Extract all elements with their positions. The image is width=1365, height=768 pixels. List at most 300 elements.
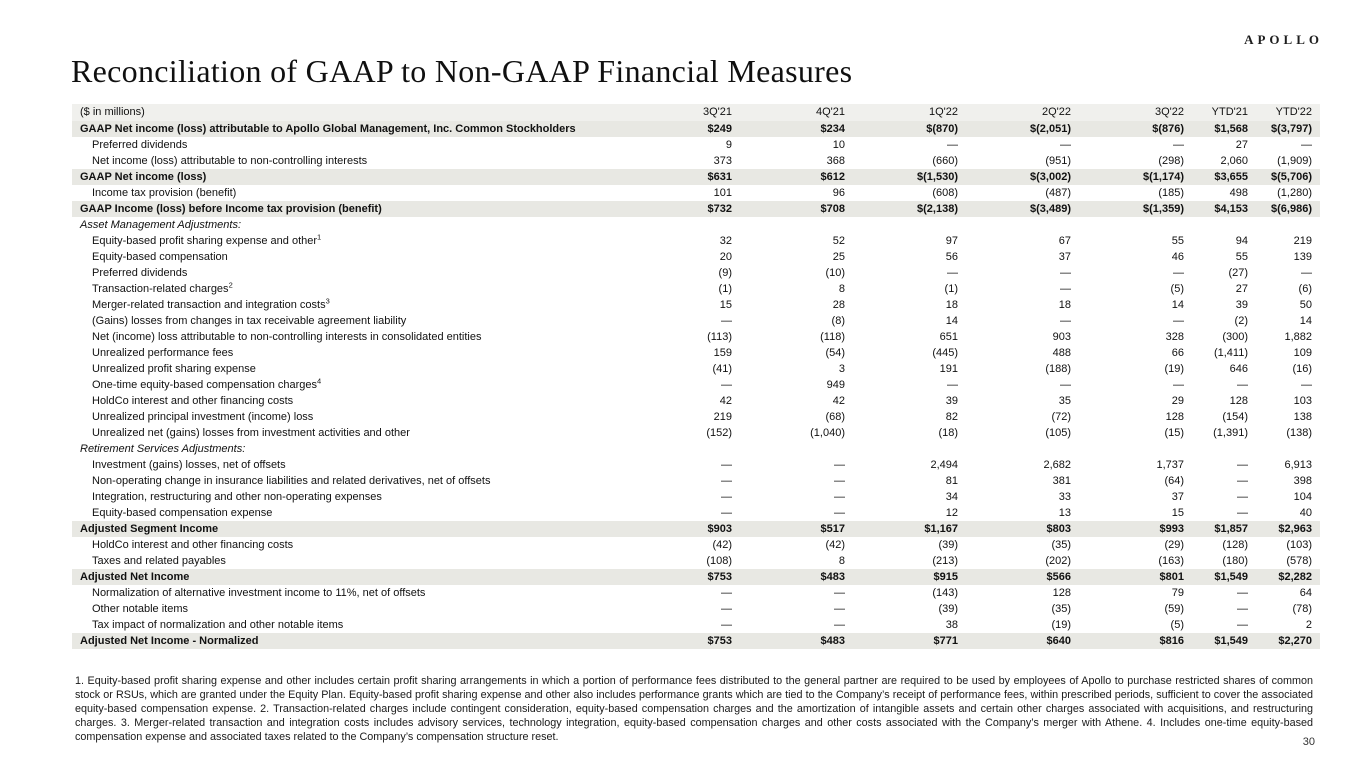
row-value: (59) [1164,602,1184,615]
row-value: 903 [1052,330,1071,343]
row-value: 13 [1058,506,1071,519]
row-value: 1,737 [1156,458,1184,471]
row-value: $566 [966,569,1079,585]
row-value [627,217,740,233]
row-label: Merger-related transaction and integration costs$^3$ [92,297,330,311]
row-value: 498 [1229,186,1248,199]
row-value: $(870) [853,121,966,137]
row-value: — [1237,602,1248,615]
row-value: $483 [740,569,853,585]
column-header: 4Q'21 [740,104,853,121]
row-label: Taxes and related payables [92,554,226,567]
row-value: (6) [1298,282,1312,295]
row-value: 40 [1299,506,1312,519]
column-header: 3Q'21 [627,104,740,121]
row-value: 37 [1171,490,1184,503]
row-value: 25 [832,250,845,263]
row-value: $801 [1079,569,1192,585]
row-value: 29 [1171,394,1184,407]
row-value: 8 [838,282,845,295]
table-row [72,537,1320,553]
row-value: 64 [1299,586,1312,599]
row-value: (9) [718,266,732,279]
row-value: 18 [1058,298,1071,311]
row-value: 949 [826,378,845,391]
row-value: — [1173,138,1184,151]
row-value [627,441,740,457]
row-value: 8 [838,554,845,567]
row-value: 651 [939,330,958,343]
row-value: (185) [1158,186,1184,199]
row-value: 103 [1293,394,1312,407]
row-value: 39 [945,394,958,407]
row-value: (1,411) [1213,346,1248,359]
row-value: (578) [1286,554,1312,567]
row-value: (1) [718,282,732,295]
row-value: $(6,986) [1256,201,1320,217]
row-value: (105) [1045,426,1071,439]
row-value: 42 [832,394,845,407]
row-value: 2 [1305,618,1312,631]
row-label: Adjusted Segment Income [72,521,627,537]
row-value: — [1060,314,1071,327]
row-value: $234 [740,121,853,137]
row-label: HoldCo interest and other financing costs [92,394,294,407]
footnotes: 1. Equity-based profit sharing expense and other includes certain profit sharing arrangements in which a portion of performance fees distributed to the general partner are required to be used by employees of Apollo to purchase restricted shares of common stock or RSUs, which are granted under the Equity Plan. Equity-based profit sharing expense and other also includes performance grants which are tied to the Company’s receipt of performance fees, within prescribed periods, sufficient to cover the associated equity-based compensation expense. 2. Transaction-related charges include contingent consideration, equity-based compensation charges and the amortization of intangible assets and certain other charges associated with acquisitions, and restructuring charges. 3. Merger-related transaction and integration costs includes advisory services, technology integration, equity-based compensation charges and other costs associated with the Company’s merger with Athene. 4. Includes one-time equity-based compensation expense and associated taxes related to the Company’s compensation structure reset. [75,675,1313,743]
row-value: — [834,506,845,519]
row-value: 27 [1235,282,1248,295]
row-value: (113) [707,330,732,343]
row-value: — [1301,378,1312,391]
table-row [72,329,1320,345]
row-label: Non-operating change in insurance liabilities and related derivatives, net of offsets [92,474,491,487]
row-value: (18) [938,426,958,439]
row-value: 138 [1293,410,1312,423]
row-value: $1,167 [853,521,966,537]
row-label: Unrealized profit sharing expense [92,362,256,375]
row-label: Other notable items [92,602,188,615]
row-value: $631 [627,169,740,185]
row-value: 33 [1058,490,1071,503]
row-value: — [721,506,732,519]
row-value: $(1,359) [1079,201,1192,217]
row-value: 128 [1229,394,1248,407]
row-value: (138) [1286,426,1312,439]
row-value: 56 [945,250,958,263]
table-row [72,249,1320,265]
table-row [72,441,1320,457]
row-value: (128) [1222,538,1248,551]
row-value [740,217,853,233]
row-value: $753 [627,569,740,585]
row-value: $(3,002) [966,169,1079,185]
row-value: (27) [1228,266,1248,279]
row-value: 219 [713,410,732,423]
row-value: — [721,474,732,487]
row-value: $(876) [1079,121,1192,137]
table-row [72,473,1320,489]
row-value: $1,857 [1192,521,1256,537]
row-label: Net (income) loss attributable to non-controlling interests in consolidated entities [92,330,482,343]
row-value: (78) [1292,602,1312,615]
row-value: 81 [945,474,958,487]
footnote-marker: 2 [228,281,233,289]
row-value [1079,441,1192,457]
row-value: $(2,138) [853,201,966,217]
table-row [72,489,1320,505]
row-label: Adjusted Net Income - Normalized [72,633,627,649]
row-value: 46 [1171,250,1184,263]
row-value: 373 [713,154,732,167]
row-value: — [1237,474,1248,487]
row-value: — [1237,506,1248,519]
row-value: $816 [1079,633,1192,649]
row-value: $640 [966,633,1079,649]
row-value: $803 [966,521,1079,537]
row-value: (188) [1045,362,1071,375]
row-value: $771 [853,633,966,649]
row-value: 97 [945,234,958,247]
row-label: Equity-based compensation [92,250,228,263]
row-value: $753 [627,633,740,649]
row-value: (1,040) [810,426,845,439]
row-value: 50 [1299,298,1312,311]
row-label: Unrealized principal investment (income) loss [92,410,314,423]
row-value: (10) [825,266,845,279]
row-value: — [721,458,732,471]
row-value: 18 [945,298,958,311]
row-value: (39) [938,602,958,615]
row-value: 14 [945,314,958,327]
row-value: 20 [719,250,732,263]
row-value: 14 [1171,298,1184,311]
row-value: 79 [1171,586,1184,599]
row-value [853,441,966,457]
row-value: (42) [825,538,845,551]
table-row [72,265,1320,281]
row-value: — [721,618,732,631]
row-value: — [1237,378,1248,391]
row-label: Income tax provision (benefit) [92,186,237,199]
row-value: $3,655 [1192,169,1256,185]
table-row [72,169,1320,185]
row-value: $612 [740,169,853,185]
row-value: — [947,378,958,391]
row-value: — [947,138,958,151]
row-value: 37 [1058,250,1071,263]
column-header: 2Q'22 [966,104,1079,121]
row-value: $1,549 [1192,569,1256,585]
table-row [72,457,1320,473]
row-value: (64) [1164,474,1184,487]
row-label: (Gains) losses from changes in tax receivable agreement liability [92,314,407,327]
row-value: 159 [713,346,732,359]
row-value: (5) [1170,282,1184,295]
row-label: GAAP Net income (loss) [72,169,627,185]
row-value: $483 [740,633,853,649]
row-value: 15 [719,298,732,311]
row-value [853,217,966,233]
row-value: (39) [938,538,958,551]
table-header-row [72,104,1320,121]
row-value: $(3,489) [966,201,1079,217]
row-value: (54) [825,346,845,359]
row-value: $1,568 [1192,121,1256,137]
row-value: — [721,314,732,327]
row-value [1256,441,1320,457]
row-value: (19) [1164,362,1184,375]
row-value: 12 [945,506,958,519]
row-value: 55 [1235,250,1248,263]
row-value: 94 [1235,234,1248,247]
row-label: Unrealized net (gains) losses from investment activities and other [92,426,410,439]
page-title: Reconciliation of GAAP to Non-GAAP Financial Measures [71,53,853,89]
row-value: — [834,474,845,487]
table-row [72,409,1320,425]
row-value: — [1060,282,1071,295]
row-value: — [834,586,845,599]
row-value: (8) [831,314,845,327]
row-value: 34 [945,490,958,503]
row-value: (35) [1051,602,1071,615]
row-value: 139 [1293,250,1312,263]
row-value: — [721,378,732,391]
row-value: — [1060,266,1071,279]
row-value: $2,270 [1256,633,1320,649]
row-value: $(1,530) [853,169,966,185]
row-value: 2,682 [1043,458,1071,471]
row-value: 101 [713,186,732,199]
row-value: (202) [1045,554,1071,567]
unit-label: ($ in millions) [72,104,627,121]
row-value: (29) [1164,538,1184,551]
row-label: HoldCo interest and other financing costs [92,538,294,551]
row-value: 328 [1165,330,1184,343]
row-value: 15 [1171,506,1184,519]
row-value: (1) [944,282,958,295]
row-value: 1,882 [1284,330,1312,343]
row-value: 3 [838,362,845,375]
table-row [72,361,1320,377]
row-value: (213) [932,554,958,567]
row-value: (300) [1222,330,1248,343]
row-value: 368 [826,154,845,167]
row-value: 27 [1235,138,1248,151]
row-value: 52 [832,234,845,247]
row-value: (108) [706,554,732,567]
row-value: (608) [932,186,958,199]
row-value [1192,441,1256,457]
row-value: 398 [1293,474,1312,487]
column-header: 1Q'22 [853,104,966,121]
table-row [72,377,1320,393]
row-value: 109 [1293,346,1312,359]
row-label: Unrealized performance fees [92,346,234,359]
row-value: 128 [1052,586,1071,599]
footnote-marker: 3 [325,297,330,305]
row-value: — [1060,378,1071,391]
row-value: — [834,458,845,471]
row-value: (68) [825,410,845,423]
row-label: Integration, restructuring and other non-operating expenses [92,490,382,503]
row-value: — [834,602,845,615]
row-value: $(1,174) [1079,169,1192,185]
row-value: (16) [1292,362,1312,375]
row-label: Retirement Services Adjustments: [80,442,246,455]
row-value: $915 [853,569,966,585]
row-value: — [1237,586,1248,599]
row-value: (660) [932,154,958,167]
row-value: 6,913 [1284,458,1312,471]
row-value [966,441,1079,457]
row-value: (42) [712,538,732,551]
table-row [72,137,1320,153]
row-value: $(2,051) [966,121,1079,137]
row-value: 10 [832,138,845,151]
row-value: $(5,706) [1256,169,1320,185]
row-value: (41) [712,362,732,375]
table-row [72,345,1320,361]
row-value: 191 [939,362,958,375]
row-label: One-time equity-based compensation charges$^4$ [92,377,322,391]
row-label: Preferred dividends [92,138,188,151]
row-value [1192,217,1256,233]
row-value: 128 [1165,410,1184,423]
row-value: 38 [945,618,958,631]
row-label: Normalization of alternative investment income to 11%, net of offsets [92,586,426,599]
table-row [72,393,1320,409]
footnote-marker: 4 [317,377,322,385]
row-value: — [1237,490,1248,503]
row-value: (35) [1051,538,1071,551]
table-row [72,297,1320,313]
row-value: — [947,266,958,279]
row-value: — [1237,618,1248,631]
table-row [72,233,1320,249]
row-label: GAAP Income (loss) before Income tax provision (benefit) [72,201,627,217]
row-value: 35 [1058,394,1071,407]
row-value: 2,060 [1220,154,1248,167]
table-row [72,569,1320,585]
row-value: (15) [1164,426,1184,439]
row-value: (19) [1051,618,1071,631]
row-value: 32 [719,234,732,247]
row-value: (1,280) [1277,186,1312,199]
row-value: $517 [740,521,853,537]
row-value: $4,153 [1192,201,1256,217]
row-value: 82 [945,410,958,423]
table-row [72,281,1320,297]
row-value: (1,391) [1213,426,1248,439]
row-value: $2,963 [1256,521,1320,537]
row-value: 28 [832,298,845,311]
table-row [72,153,1320,169]
row-value: 646 [1229,362,1248,375]
row-value: (951) [1045,154,1071,167]
row-value: (154) [1222,410,1248,423]
row-value: $732 [627,201,740,217]
row-label: Asset Management Adjustments: [80,218,242,231]
table-row [72,617,1320,633]
row-value: (5) [1170,618,1184,631]
row-value: — [834,618,845,631]
table-row [72,217,1320,233]
table-row [72,585,1320,601]
row-value: 219 [1293,234,1312,247]
row-label: Transaction-related charges$^2$ [92,281,233,295]
row-value: — [1301,266,1312,279]
row-value: — [1301,138,1312,151]
row-value: 96 [832,186,845,199]
row-label: Preferred dividends [92,266,188,279]
row-value: $993 [1079,521,1192,537]
row-value: 381 [1052,474,1071,487]
column-header: YTD'22 [1256,104,1320,121]
row-value: (180) [1222,554,1248,567]
table-row [72,521,1320,537]
row-label: Investment (gains) losses, net of offsets [92,458,286,471]
row-value: (103) [1286,538,1312,551]
row-value: (487) [1045,186,1071,199]
footnote-marker: 1 [317,233,322,241]
table-body [72,121,1320,649]
table-row [72,425,1320,441]
row-value: — [1173,266,1184,279]
row-value: 39 [1235,298,1248,311]
table-row [72,121,1320,137]
row-value [740,441,853,457]
row-value: 2,494 [930,458,958,471]
row-value: — [1237,458,1248,471]
table-row [72,313,1320,329]
row-value: 104 [1293,490,1312,503]
row-label: GAAP Net income (loss) attributable to Apollo Global Management, Inc. Common Stockholders [72,121,627,137]
row-value [1256,217,1320,233]
row-value: $903 [627,521,740,537]
row-value: (298) [1158,154,1184,167]
row-value [966,217,1079,233]
row-value: 66 [1171,346,1184,359]
row-value: — [1173,378,1184,391]
row-value: $2,282 [1256,569,1320,585]
table-row [72,505,1320,521]
row-value: 67 [1058,234,1071,247]
reconciliation-table [72,104,1320,649]
table-row [72,633,1320,649]
table-row [72,601,1320,617]
row-value: (143) [932,586,958,599]
row-value: (1,909) [1277,154,1312,167]
row-value [1079,217,1192,233]
row-value: — [721,586,732,599]
table-row [72,201,1320,217]
table-row [72,553,1320,569]
row-label: Tax impact of normalization and other notable items [92,618,344,631]
apollo-logo: APOLLO [1244,32,1323,47]
row-value: (72) [1051,410,1071,423]
row-label: Net income (loss) attributable to non-controlling interests [92,154,368,167]
row-value: (2) [1234,314,1248,327]
row-value: — [834,490,845,503]
row-label: Adjusted Net Income [72,569,627,585]
row-value: (163) [1158,554,1184,567]
row-value: $249 [627,121,740,137]
row-label: Equity-based profit sharing expense and other$^1$ [92,233,322,247]
row-value: 42 [719,394,732,407]
row-value: 14 [1299,314,1312,327]
financial-table [72,104,1320,649]
row-value: 55 [1171,234,1184,247]
